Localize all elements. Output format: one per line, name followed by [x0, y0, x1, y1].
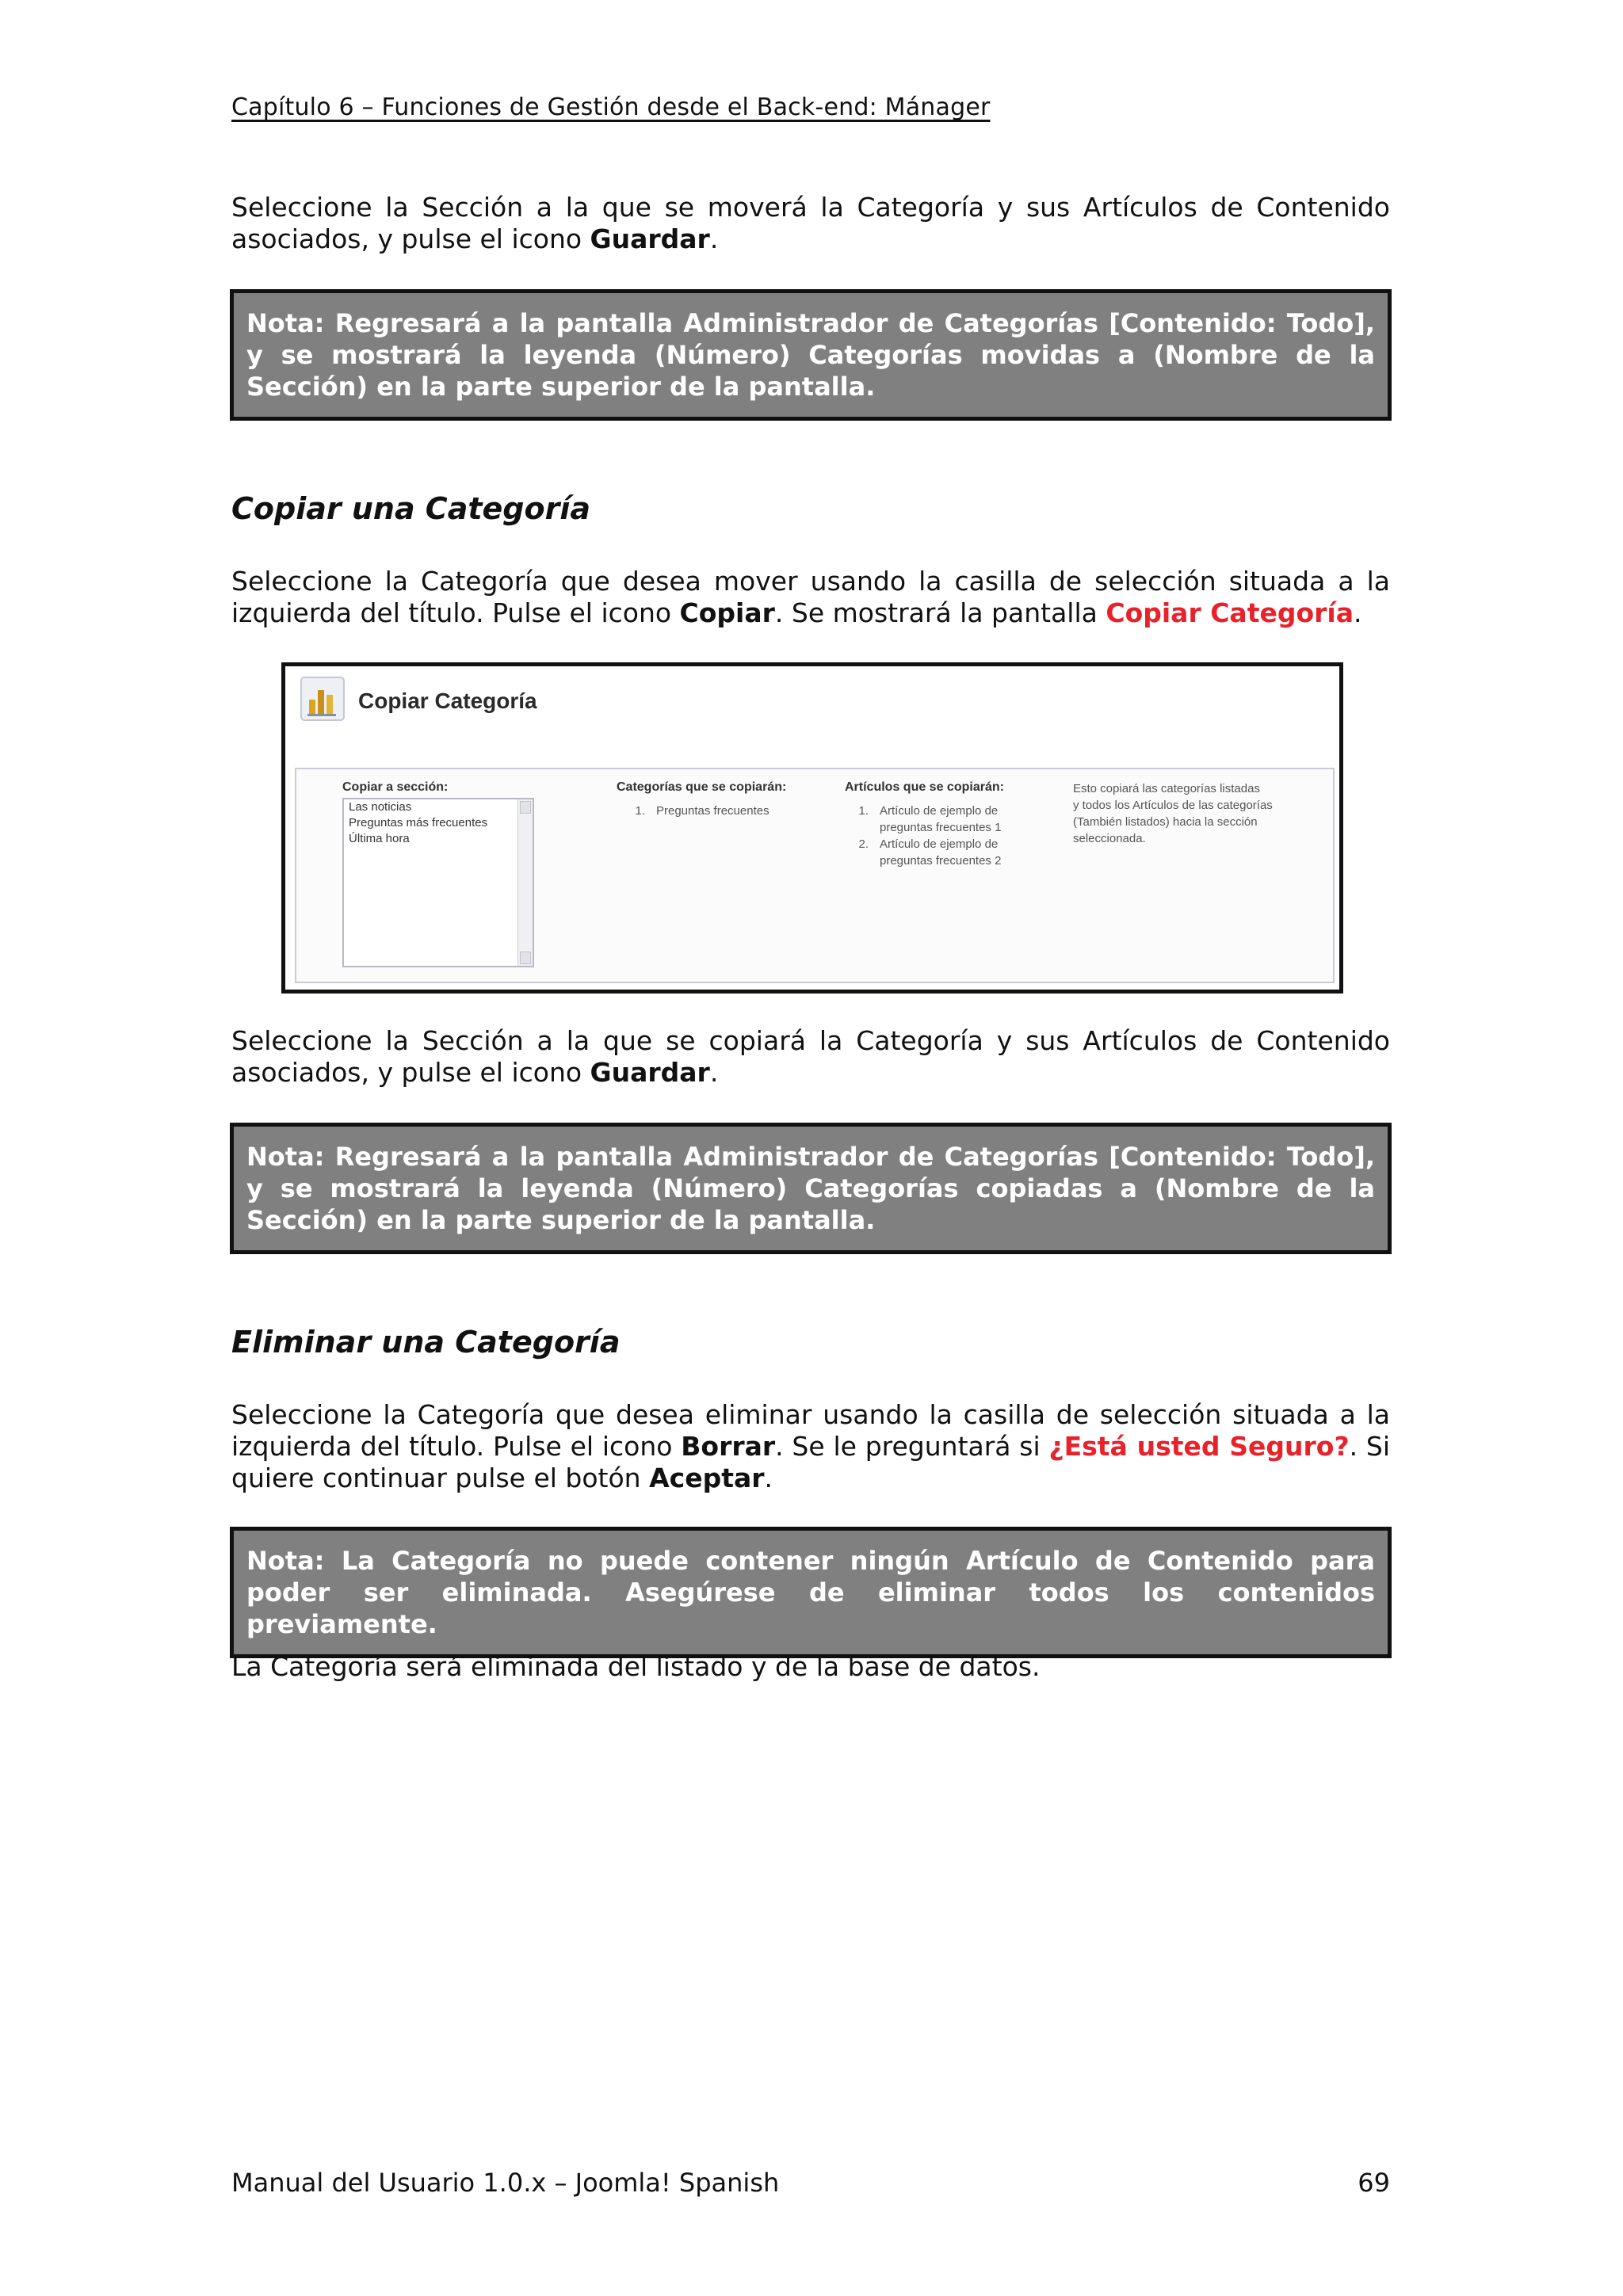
copy-info-text: Esto copiará las categorías listadas y todos los Artículos de las categorías (También listados) hacia la sección seleccionada.	[1073, 782, 1273, 845]
copy-paragraph	[231, 566, 1390, 629]
chapter-header: Capítulo 6 – Funciones de Gestión desde el Back-end: Mánager	[231, 93, 991, 121]
copy-paragraph-end: .	[1354, 597, 1362, 628]
delete-paragraph-text: Seleccione la Categoría que desea eliminar usando la casilla de selección situada a la izquierda del título. Pulse el icono	[231, 1399, 1390, 1462]
copy-category-icon	[300, 676, 346, 722]
articles-to-copy-label: Artículos que se copiarán:	[845, 780, 1004, 794]
copy-paragraph-mid: . Se mostrará la pantalla	[774, 597, 1106, 628]
copy-to-section-label: Copiar a sección:	[342, 780, 449, 794]
footer-title: Manual del Usuario 1.0.x – Joomla! Spanish	[231, 2168, 780, 2198]
note-box-copy: Nota: Regresará a la pantalla Administrador de Categorías [Contenido: Todo], y se mostrará la leyenda (Número) Categorías copiadas a (Nombre de la Sección) en la parte superior de la pantalla.	[230, 1123, 1392, 1254]
heading-copy-category: Copiar una Categoría	[231, 491, 590, 526]
aceptar-bold: Aceptar	[649, 1463, 765, 1493]
note-box-delete: Nota: La Categoría no puede contener ningún Artículo de Contenido para poder ser eliminada. Asegúrese de eliminar todos los contenidos previamente.	[230, 1527, 1392, 1658]
section-option[interactable]: Última hora	[349, 832, 410, 845]
copy-paragraph-text: Seleccione la Categoría que desea mover usando la casilla de selección situada a la izquierda del título. Pulse el icono	[231, 566, 1390, 628]
article-item: 1. Artículo de ejemplo de preguntas frecuentes 1 2. Artículo de ejemplo de preguntas frecuentes 2	[858, 804, 1002, 868]
delete-final-paragraph: La Categoría será eliminada del listado y de la base de datos.	[231, 1651, 1041, 1682]
copy-form-panel	[295, 768, 1335, 983]
confirm-question: ¿Está usted Seguro?	[1048, 1431, 1350, 1462]
guardar-bold: Guardar	[590, 223, 710, 254]
heading-delete-category: Eliminar una Categoría	[231, 1325, 621, 1360]
category-item: 1. Preguntas frecuentes	[635, 804, 769, 818]
copy-paragraph-2: Seleccione la Sección a la que se copiará la Categoría y sus Artículos de Contenido asociados, y pulse el icono Guardar.	[231, 1025, 1390, 1088]
copy-paragraph-2-text: Seleccione la Sección a la que se copiará la Categoría y sus Artículos de Contenido asociados, y pulse el icono	[231, 1025, 1390, 1088]
screen-title: Copiar Categoría	[358, 688, 537, 713]
delete-paragraph-text-3: . Si quiere continuar pulse el botón	[231, 1431, 1391, 1493]
copiar-bold: Copiar	[679, 597, 775, 628]
note-box-move: Nota: Regresará a la pantalla Administrador de Categorías [Contenido: Todo], y se mostrará la leyenda (Número) Categorías movidas a (Nombre de la Sección) en la parte superior de la pantalla.	[230, 289, 1392, 421]
move-paragraph-text: Seleccione la Sección a la que se moverá la Categoría y sus Artículos de Contenido asociados, y pulse el icono	[231, 192, 1390, 254]
section-select-list[interactable]	[342, 798, 534, 967]
page-number: 69	[1358, 2168, 1390, 2198]
scroll-up-icon[interactable]	[520, 801, 531, 814]
listbox-scrollbar[interactable]	[517, 799, 533, 966]
copiar-categoria-link: Copiar Categoría	[1106, 597, 1354, 628]
guardar-bold-2: Guardar	[590, 1057, 710, 1088]
scroll-down-icon[interactable]	[520, 952, 531, 964]
categories-to-copy-label: Categorías que se copiarán:	[617, 780, 787, 794]
section-option[interactable]: Preguntas más frecuentes	[349, 816, 488, 830]
section-option[interactable]: Las noticias	[349, 800, 412, 814]
delete-paragraph: Seleccione la Categoría que desea eliminar usando la casilla de selección situada a la izquierda del título. Pulse el icono Borrar. Se le preguntará si ¿Está usted Seguro?. Si quiere continuar pulse el botón Aceptar.	[231, 1399, 1391, 1493]
delete-paragraph-text-2: . Se le preguntará si	[775, 1431, 1049, 1462]
borrar-bold: Borrar	[681, 1431, 776, 1462]
move-paragraph: Seleccione la Sección a la que se moverá la Categoría y sus Artículos de Contenido asociados, y pulse el icono Guardar.	[231, 192, 1390, 254]
copy-category-screenshot	[281, 662, 1343, 994]
